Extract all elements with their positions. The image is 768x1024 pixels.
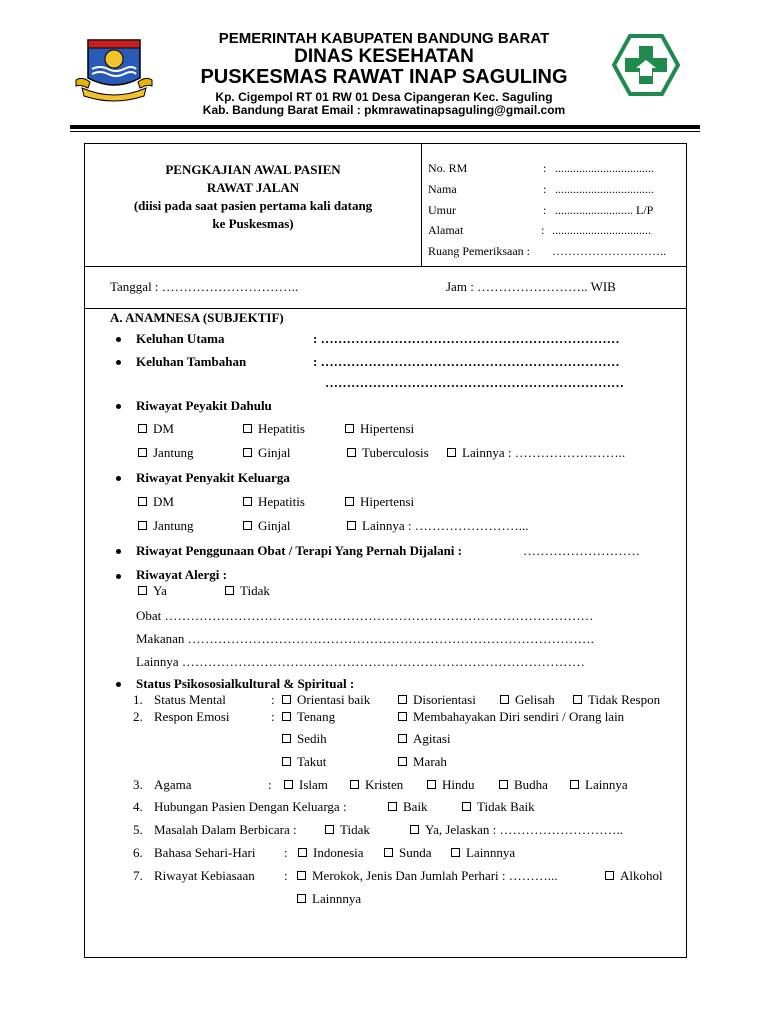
- bullet: [116, 574, 121, 579]
- psiko-num-5: 5.: [133, 822, 143, 837]
- date-divider-horizontal: [84, 308, 687, 309]
- checkbox-agama-lainnya[interactable]: Lainnya: [570, 777, 628, 793]
- header-rule-thin: [70, 131, 700, 132]
- checkbox-icon: [138, 521, 147, 530]
- psiko-num-2: 2.: [133, 709, 143, 724]
- checkbox-keluarga-hepatitis[interactable]: Hepatitis: [243, 494, 305, 510]
- checkbox-merokok[interactable]: Merokok, Jenis Dan Jumlah Perhari : ………...: [297, 868, 558, 884]
- form-title-line2: RAWAT JALAN: [206, 180, 300, 195]
- checkbox-kebiasaan-lainnya[interactable]: Lainnnya: [297, 891, 361, 907]
- checkbox-icon: [297, 894, 306, 903]
- status-mental-colon: :: [271, 692, 275, 707]
- tanggal-field[interactable]: Tanggal : …………………………..: [110, 279, 299, 294]
- psiko-num-4: 4.: [133, 799, 143, 814]
- checkbox-icon: [138, 497, 147, 506]
- bullet: [116, 404, 121, 409]
- checkbox-marah[interactable]: Marah: [398, 754, 447, 770]
- checkbox-icon: [298, 848, 307, 857]
- checkbox-icon: [427, 780, 436, 789]
- checkbox-icon: [573, 695, 582, 704]
- checkbox-icon: [282, 695, 291, 704]
- checkbox-keluarga-dm[interactable]: DM: [138, 494, 174, 510]
- riwayat-keluarga-label: Riwayat Penyakit Keluarga: [136, 470, 290, 485]
- keluhan-tambahan-label: Keluhan Tambahan: [136, 354, 247, 369]
- checkbox-indonesia[interactable]: Indonesia: [298, 845, 364, 861]
- respon-emosi-colon: :: [271, 709, 275, 724]
- identity-label-nama: Nama: [428, 182, 457, 196]
- checkbox-takut[interactable]: Takut: [282, 754, 326, 770]
- bahasa-label: Bahasa Sehari-Hari: [154, 845, 256, 860]
- identity-field-ruang[interactable]: ………………………..: [552, 244, 666, 258]
- checkbox-icon: [570, 780, 579, 789]
- checkbox-icon: [384, 848, 393, 857]
- keluhan-utama-label: Keluhan Utama: [136, 331, 225, 346]
- checkbox-dahulu-lainnya[interactable]: Lainnya : ……………………..: [447, 445, 625, 461]
- alergi-lainnya-field[interactable]: Lainnya …………………………………………………………………………………: [136, 654, 585, 669]
- bullet: [116, 360, 121, 365]
- title-divider-horizontal: [84, 266, 687, 267]
- checkbox-icon: [345, 424, 354, 433]
- agama-label: Agama: [154, 777, 192, 792]
- form-title-line1: PENGKAJIAN AWAL PASIEN: [165, 162, 341, 177]
- identity-sep-umur: :: [543, 203, 547, 217]
- checkbox-islam[interactable]: Islam: [284, 777, 328, 793]
- checkbox-icon: [462, 802, 471, 811]
- checkbox-keluarga-jantung[interactable]: Jantung: [138, 518, 193, 534]
- psiko-num-3: 3.: [133, 777, 143, 792]
- header-email: Kab. Bandung Barat Email : pkmrawatinapsaguling@gmail.com: [202, 103, 566, 117]
- checkbox-sedih[interactable]: Sedih: [282, 731, 327, 747]
- checkbox-icon: [398, 734, 407, 743]
- jam-field[interactable]: Jam : …………………….. WIB: [446, 279, 616, 294]
- identity-field-umur[interactable]: .......................... L/P: [555, 203, 654, 217]
- checkbox-icon: [243, 497, 252, 506]
- checkbox-icon: [398, 757, 407, 766]
- checkbox-alergi-ya[interactable]: Ya: [138, 583, 167, 599]
- checkbox-dahulu-ginjal[interactable]: Ginjal: [243, 445, 291, 461]
- status-mental-label: Status Mental: [154, 692, 226, 707]
- checkbox-icon: [297, 871, 306, 880]
- identity-sep-rm: :: [543, 161, 547, 175]
- checkbox-icon: [225, 586, 234, 595]
- bullet: [116, 476, 121, 481]
- checkbox-icon: [345, 497, 354, 506]
- psiko-title: Status Psikososialkultural & Spiritual :: [136, 676, 355, 691]
- checkbox-alergi-tidak[interactable]: Tidak: [225, 583, 270, 599]
- bahasa-colon: :: [284, 845, 288, 860]
- checkbox-keluarga-ginjal[interactable]: Ginjal: [243, 518, 291, 534]
- riwayat-obat-field[interactable]: ………………………: [523, 543, 640, 558]
- checkbox-baik[interactable]: Baik: [388, 799, 428, 815]
- riwayat-alergi-label: Riwayat Alergi :: [136, 567, 227, 582]
- checkbox-icon: [500, 695, 509, 704]
- checkbox-alkohol[interactable]: Alkohol: [605, 868, 663, 884]
- riwayat-obat-label: Riwayat Penggunaan Obat / Terapi Yang Pernah Dijalani :: [136, 543, 463, 558]
- checkbox-icon: [499, 780, 508, 789]
- checkbox-icon: [243, 448, 252, 457]
- checkbox-icon: [138, 586, 147, 595]
- checkbox-icon: [398, 695, 407, 704]
- checkbox-membahayakan[interactable]: Membahayakan Diri sendiri / Orang lain: [398, 709, 624, 725]
- title-divider-vertical: [421, 143, 422, 266]
- section-a-title: A. ANAMNESA (SUBJEKTIF): [110, 310, 284, 325]
- checkbox-icon: [350, 780, 359, 789]
- checkbox-gelisah[interactable]: Gelisah: [500, 692, 555, 708]
- checkbox-icon: [282, 757, 291, 766]
- checkbox-icon: [388, 802, 397, 811]
- checkbox-icon: [243, 424, 252, 433]
- masalah-label: Masalah Dalam Berbicara :: [154, 822, 297, 837]
- form-title-line3: (diisi pada saat pasien pertama kali datang: [133, 198, 373, 213]
- identity-field-nama[interactable]: .................................: [555, 182, 654, 196]
- checkbox-keluarga-hipertensi[interactable]: Hipertensi: [345, 494, 414, 510]
- identity-field-alamat[interactable]: .................................: [552, 223, 651, 237]
- identity-sep-nama: :: [543, 182, 547, 196]
- kebiasaan-colon: :: [284, 868, 288, 883]
- puskesmas-logo-icon: [612, 34, 680, 96]
- header-government: PEMERINTAH KABUPATEN BANDUNG BARAT: [218, 30, 550, 47]
- header-department: DINAS KESEHATAN: [294, 46, 474, 67]
- psiko-num-1: 1.: [133, 692, 143, 707]
- checkbox-icon: [282, 712, 291, 721]
- bullet: [116, 549, 121, 554]
- keluhan-tambahan-field[interactable]: : ……………………………………………………………: [313, 354, 620, 369]
- checkbox-dahulu-tuberculosis[interactable]: Tuberculosis: [347, 445, 429, 461]
- identity-label-rm: No. RM: [428, 161, 468, 175]
- checkbox-icon: [284, 780, 293, 789]
- checkbox-tenang[interactable]: Tenang: [282, 709, 335, 725]
- alergi-makanan-field[interactable]: Makanan ………………………………………………………………………………….: [136, 631, 594, 646]
- checkbox-dahulu-dm[interactable]: DM: [138, 421, 174, 437]
- checkbox-masalah-ya[interactable]: Ya, Jelaskan : ………………………..: [410, 822, 623, 838]
- checkbox-tidak-respon[interactable]: Tidak Respon: [573, 692, 660, 708]
- checkbox-icon: [347, 521, 356, 530]
- checkbox-agitasi[interactable]: Agitasi: [398, 731, 451, 747]
- alergi-obat-field[interactable]: Obat ………………………………………………………………………………………: [136, 608, 594, 623]
- checkbox-budha[interactable]: Budha: [499, 777, 548, 793]
- agama-colon: :: [268, 777, 272, 792]
- identity-label-umur: Umur: [428, 203, 456, 217]
- checkbox-icon: [138, 448, 147, 457]
- checkbox-icon: [325, 825, 334, 834]
- checkbox-icon: [447, 448, 456, 457]
- header-address: Kp. Cigempol RT 01 RW 01 Desa Cipangeran Kec. Saguling: [215, 90, 553, 104]
- identity-sep-alamat: :: [541, 223, 545, 237]
- checkbox-icon: [605, 871, 614, 880]
- identity-field-rm[interactable]: .................................: [555, 161, 654, 175]
- psiko-num-7: 7.: [133, 868, 143, 883]
- psiko-num-6: 6.: [133, 845, 143, 860]
- checkbox-dahulu-jantung[interactable]: Jantung: [138, 445, 193, 461]
- regency-emblem-icon: [74, 36, 154, 102]
- header-rule-thick: [70, 125, 700, 129]
- checkbox-kristen[interactable]: Kristen: [350, 777, 403, 793]
- keluhan-utama-field[interactable]: : ……………………………………………………………: [313, 331, 620, 346]
- checkbox-bahasa-lainnya[interactable]: Lainnnya: [451, 845, 515, 861]
- bullet: [116, 682, 121, 687]
- checkbox-masalah-tidak[interactable]: Tidak: [325, 822, 370, 838]
- checkbox-disorientasi[interactable]: Disorientasi: [398, 692, 476, 708]
- respon-emosi-label: Respon Emosi: [154, 709, 230, 724]
- checkbox-icon: [282, 734, 291, 743]
- checkbox-tidak-baik[interactable]: Tidak Baik: [462, 799, 535, 815]
- keluhan-tambahan-field-cont[interactable]: ……………………………………………………………: [325, 375, 624, 390]
- riwayat-dahulu-label: Riwayat Peyakit Dahulu: [136, 398, 272, 413]
- checkbox-orientasi-baik[interactable]: Orientasi baik: [282, 692, 370, 708]
- identity-label-alamat: Alamat: [428, 223, 464, 237]
- hubungan-label: Hubungan Pasien Dengan Keluarga :: [154, 799, 347, 814]
- identity-label-ruang: Ruang Pemeriksaan :: [428, 244, 530, 258]
- checkbox-dahulu-hipertensi[interactable]: Hipertensi: [345, 421, 414, 437]
- checkbox-icon: [398, 712, 407, 721]
- checkbox-keluarga-lainnya[interactable]: Lainnya : ……………………...: [347, 518, 528, 534]
- checkbox-hindu[interactable]: Hindu: [427, 777, 475, 793]
- checkbox-icon: [243, 521, 252, 530]
- checkbox-icon: [410, 825, 419, 834]
- checkbox-dahulu-hepatitis[interactable]: Hepatitis: [243, 421, 305, 437]
- form-title-line4: ke Puskesmas): [212, 216, 294, 231]
- kebiasaan-label: Riwayat Kebiasaan: [154, 868, 255, 883]
- checkbox-icon: [138, 424, 147, 433]
- checkbox-icon: [451, 848, 460, 857]
- checkbox-sunda[interactable]: Sunda: [384, 845, 432, 861]
- checkbox-icon: [347, 448, 356, 457]
- bullet: [116, 337, 121, 342]
- header-institution: PUSKESMAS RAWAT INAP SAGULING: [200, 66, 568, 88]
